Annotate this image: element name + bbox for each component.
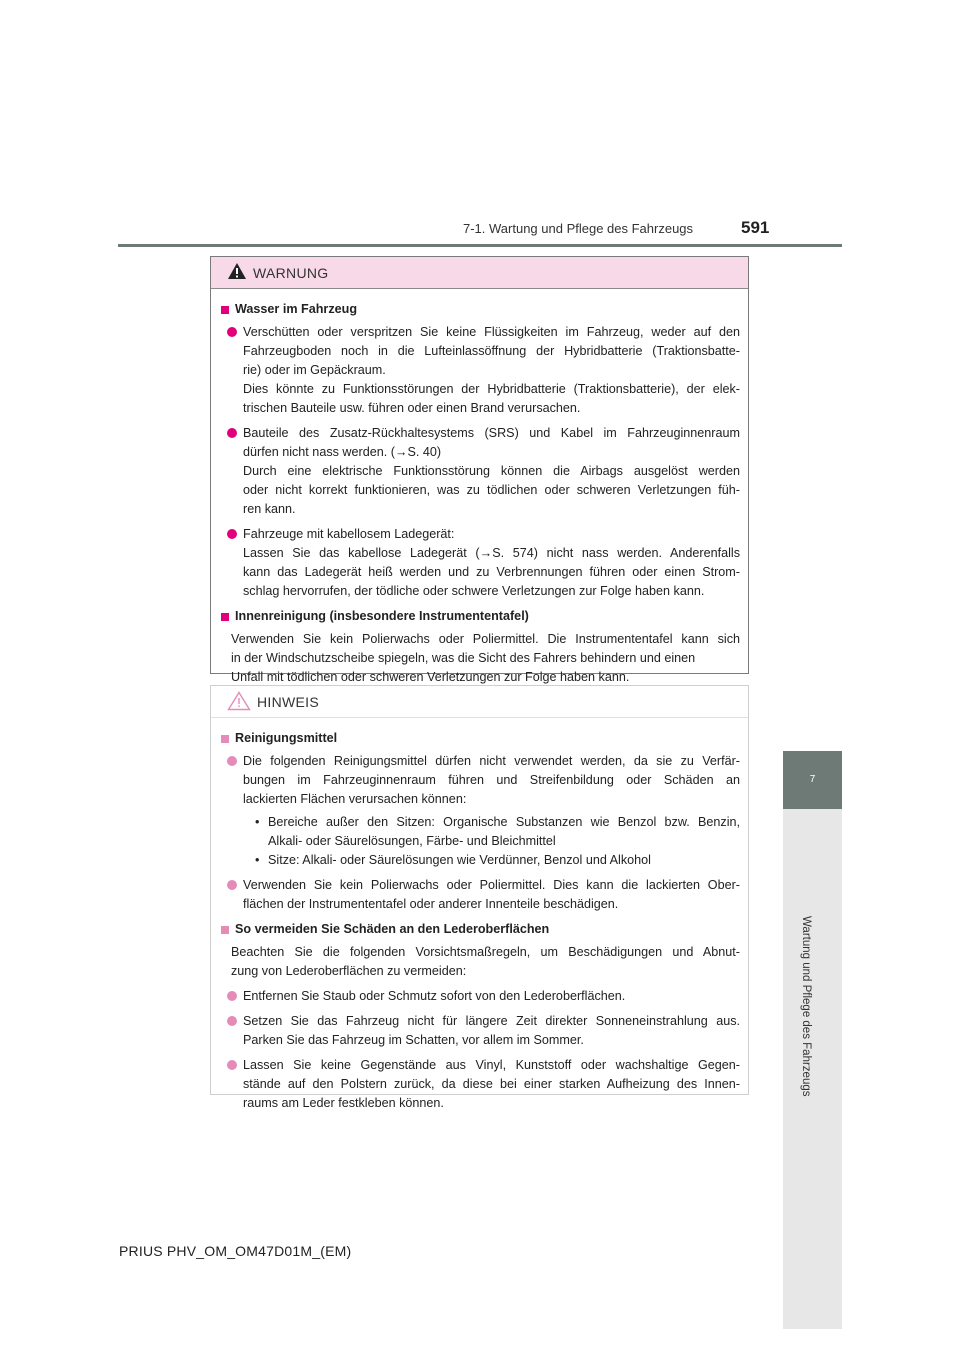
text-line: lackierten Flächen verursachen können: (243, 792, 467, 806)
warning-label: WARNUNG (253, 265, 329, 281)
circle-bullet-icon (227, 756, 237, 766)
text-line: Bauteile des Zusatz-Rückhaltesystems (SRS) und Kabel im Fahrzeuginnenraum (243, 426, 740, 440)
warning-box (210, 256, 749, 684)
text-line: Parken Sie das Fahrzeug im Schatten, vor allem im Sommer. (243, 1033, 584, 1047)
section-heading-text: So vermeiden Sie Schäden an den Lederoberflächen (235, 922, 550, 936)
text-line: Lassen Sie keine Gegenstände aus Vinyl, Kunststoff oder wachshaltige Gegen- (243, 1058, 740, 1072)
chapter-tab: 7 (783, 751, 842, 809)
text-line: Setzen Sie das Fahrzeug nicht für längere Zeit direkter Sonneneinstrahlung aus. (243, 1014, 740, 1028)
circle-bullet-icon (227, 1016, 237, 1026)
section-heading-text: Innenreinigung (insbesondere Instrumententafel) (235, 609, 529, 623)
warning-triangle-icon (227, 262, 247, 280)
text-line: Die folgenden Reinigungsmittel dürfen nicht verwendet werden, da sie zu Verfär- (243, 754, 740, 768)
section-heading (221, 920, 740, 939)
text-line: Entfernen Sie Staub oder Schmutz sofort von den Lederoberflächen. (243, 989, 626, 1003)
sub-bullet (243, 851, 740, 870)
text-line: Dies könnte zu Funktionsstörungen der Hybridbatterie (Traktionsbatterie), der elek- (243, 382, 740, 396)
header-rule (118, 244, 842, 247)
text-line: Verwenden Sie kein Polierwachs oder Poliermittel. Dies kann die lackierten Ober- (243, 878, 740, 892)
text-line: zung von Lederoberflächen zu vermeiden: (231, 964, 467, 978)
circle-bullet-icon (227, 880, 237, 890)
sub-bullet (243, 813, 740, 851)
page-number: 591 (741, 218, 770, 237)
list-item (221, 323, 740, 418)
text-line: flächen der Instrumententafel oder anderer Innenteile beschädigen. (243, 897, 619, 911)
list-item (221, 876, 740, 914)
text-line: bungen im Fahrzeuginnenraum führen und Streifenbildung oder Schäden an (243, 773, 740, 787)
circle-bullet-icon (227, 991, 237, 1001)
warning-header (211, 257, 748, 289)
text-line: Lassen Sie das kabellose Ladegerät (→S. 574) nicht nass werden. Anderenfalls (243, 546, 740, 560)
text-line: raums am Leder festkleben können. (243, 1096, 444, 1110)
text-line: stände auf den Polstern zurück, da diese bei einer starken Aufheizung des Innen- (243, 1077, 740, 1091)
text-line: ren kann. (243, 502, 296, 516)
section-heading (221, 607, 740, 626)
text-line: oder nicht korrekt funktionieren, was zu tödlichen oder schweren Verletzungen füh- (243, 483, 740, 497)
text-line: schlag hervorrufen, der tödliche oder schwere Verletzungen zur Folge haben kann. (243, 584, 705, 598)
warning-body (211, 289, 748, 687)
text-line: Beachten Sie die folgenden Vorsichtsmaßregeln, um Beschädigungen und Abnut- (231, 945, 740, 959)
notice-box (210, 685, 749, 1110)
notice-header (211, 686, 748, 718)
square-bullet-icon (221, 613, 229, 621)
list-item (221, 424, 740, 519)
text-line: Fahrzeuge mit kabellosem Ladegerät: (243, 527, 455, 541)
chapter-title-vertical: Wartung und Pflege des Fahrzeugs (800, 916, 812, 1097)
notice-label: HINWEIS (257, 694, 319, 710)
bullet-dot-icon: • (255, 815, 260, 829)
text-line: Fahrzeugboden noch in die Lufteinlassöffnung der Hybridbatterie (Traktionsbatte- (243, 344, 740, 358)
text-line: Durch eine elektrische Funktionsstörung können die Airbags ausgelöst werden (243, 464, 740, 478)
chapter-sidebar (783, 809, 842, 1329)
text-line: Verwenden Sie kein Polierwachs oder Poliermittel. Die Instrumententafel kann sich (231, 632, 740, 646)
text-line: rie) oder im Gepäckraum. (243, 363, 386, 377)
list-item (221, 525, 740, 601)
section-heading-text: Wasser im Fahrzeug (235, 302, 358, 316)
text-line: trischen Bauteile usw. führen oder einen Brand verursachen. (243, 401, 581, 415)
text-line: kann das Ladegerät heiß werden und zu Verbrennungen führen oder einen Strom- (243, 565, 740, 579)
text-line: in der Windschutzscheibe spiegeln, was die Sicht des Fahrers behindern und einen (231, 651, 696, 665)
square-bullet-icon (221, 306, 229, 314)
caution-triangle-icon (227, 691, 251, 711)
circle-bullet-icon (227, 327, 237, 337)
text-line: Sitze: Alkali- oder Säurelösungen wie Verdünner, Benzol und Alkohol (268, 853, 651, 867)
header-section-title: 7-1. Wartung und Pflege des Fahrzeugs (463, 221, 694, 236)
text-line: Verschütten oder verspritzen Sie keine Flüssigkeiten im Fahrzeug, weder auf den (243, 325, 740, 339)
circle-bullet-icon (227, 529, 237, 539)
section-heading-text: Reinigungsmittel (235, 731, 338, 745)
text-line: Bereiche außer den Sitzen: Organische Substanzen wie Benzol bzw. Benzin, (268, 815, 740, 829)
square-bullet-icon (221, 735, 229, 743)
text-line: Unfall mit tödlichen oder schweren Verletzungen zur Folge haben kann. (231, 670, 630, 684)
list-item (221, 1056, 740, 1113)
section-heading (221, 300, 740, 319)
text-line: dürfen nicht nass werden. (→S. 40) (243, 445, 442, 459)
square-bullet-icon (221, 926, 229, 934)
list-item (221, 987, 740, 1006)
list-item (221, 752, 740, 870)
paragraph (221, 943, 740, 981)
document-code: PRIUS PHV_OM_OM47D01M_(EM) (119, 1243, 352, 1259)
notice-body (211, 718, 748, 1113)
list-item (221, 1012, 740, 1050)
paragraph (221, 630, 740, 687)
section-heading (221, 729, 740, 748)
bullet-dot-icon: • (255, 853, 260, 867)
circle-bullet-icon (227, 428, 237, 438)
circle-bullet-icon (227, 1060, 237, 1070)
text-line: Alkali- oder Säurelösungen, Färbe- und Bleichmittel (268, 834, 556, 848)
